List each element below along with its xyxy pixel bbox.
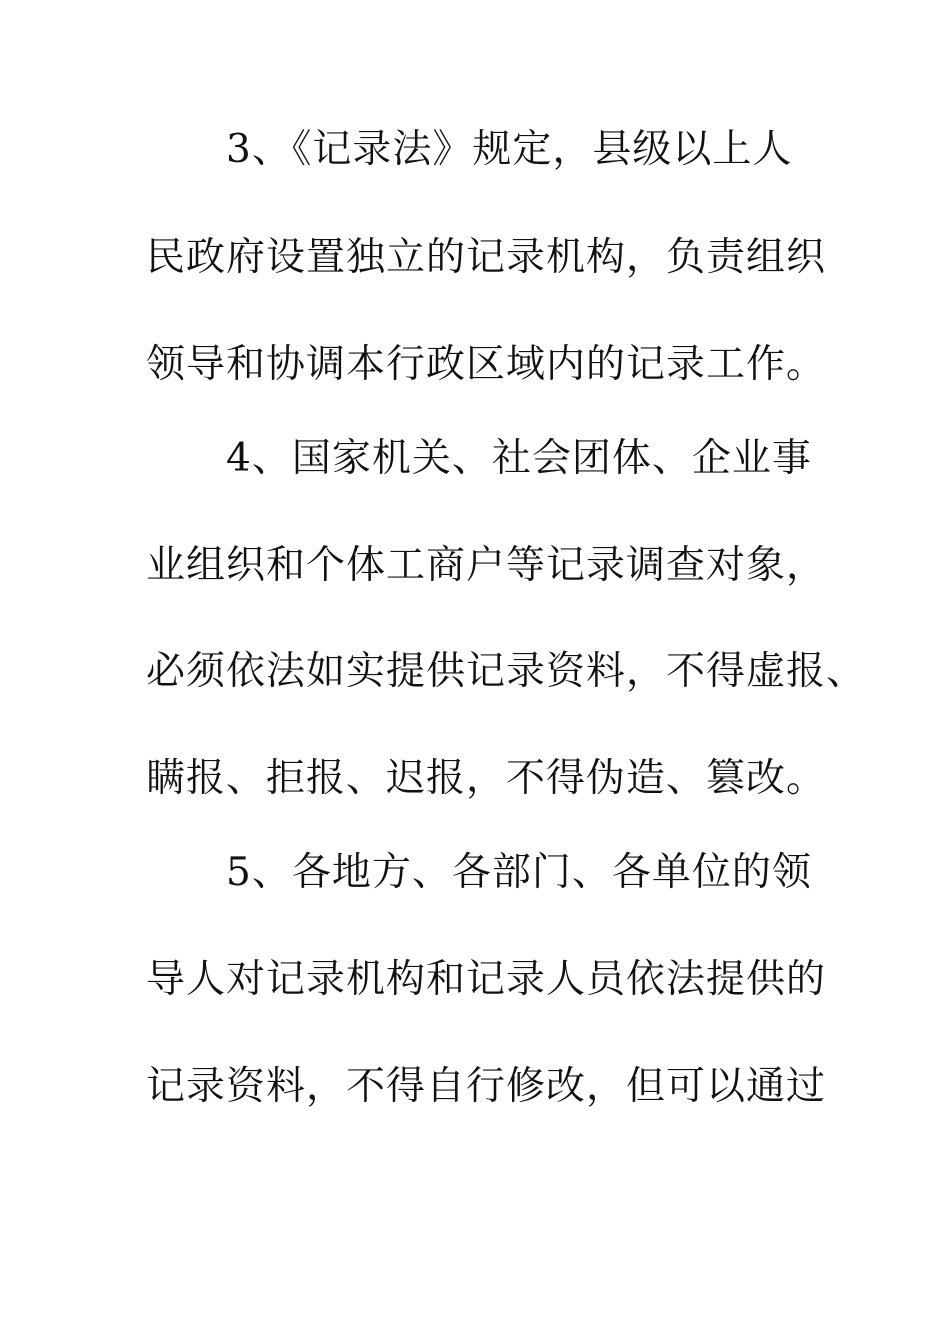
paragraph-4-line-3: 必须依法如实提供记录资料，不得虚报、 xyxy=(146,649,867,694)
paragraph-5-line-1: 5、各地方、各部门、各单位的领 xyxy=(226,850,812,895)
paragraph-4-line-2: 业组织和个体工商户等记录调查对象， xyxy=(146,543,827,588)
paragraph-3-line-2: 民政府设置独立的记录机构，负责组织 xyxy=(146,235,827,280)
paragraph-3-line-3: 领导和协调本行政区域内的记录工作。 xyxy=(146,342,827,387)
paragraph-3-line-1: 3、《记录法》规定，县级以上人 xyxy=(226,127,793,172)
paragraph-4-line-4: 瞒报、拒报、迟报，不得伪造、篡改。 xyxy=(146,756,827,801)
paragraph-5-line-2: 导人对记录机构和记录人员依法提供的 xyxy=(146,957,827,1002)
paragraph-4-line-1: 4、国家机关、社会团体、企业事 xyxy=(226,436,812,481)
paragraph-5-line-3: 记录资料，不得自行修改，但可以通过 xyxy=(146,1064,827,1109)
